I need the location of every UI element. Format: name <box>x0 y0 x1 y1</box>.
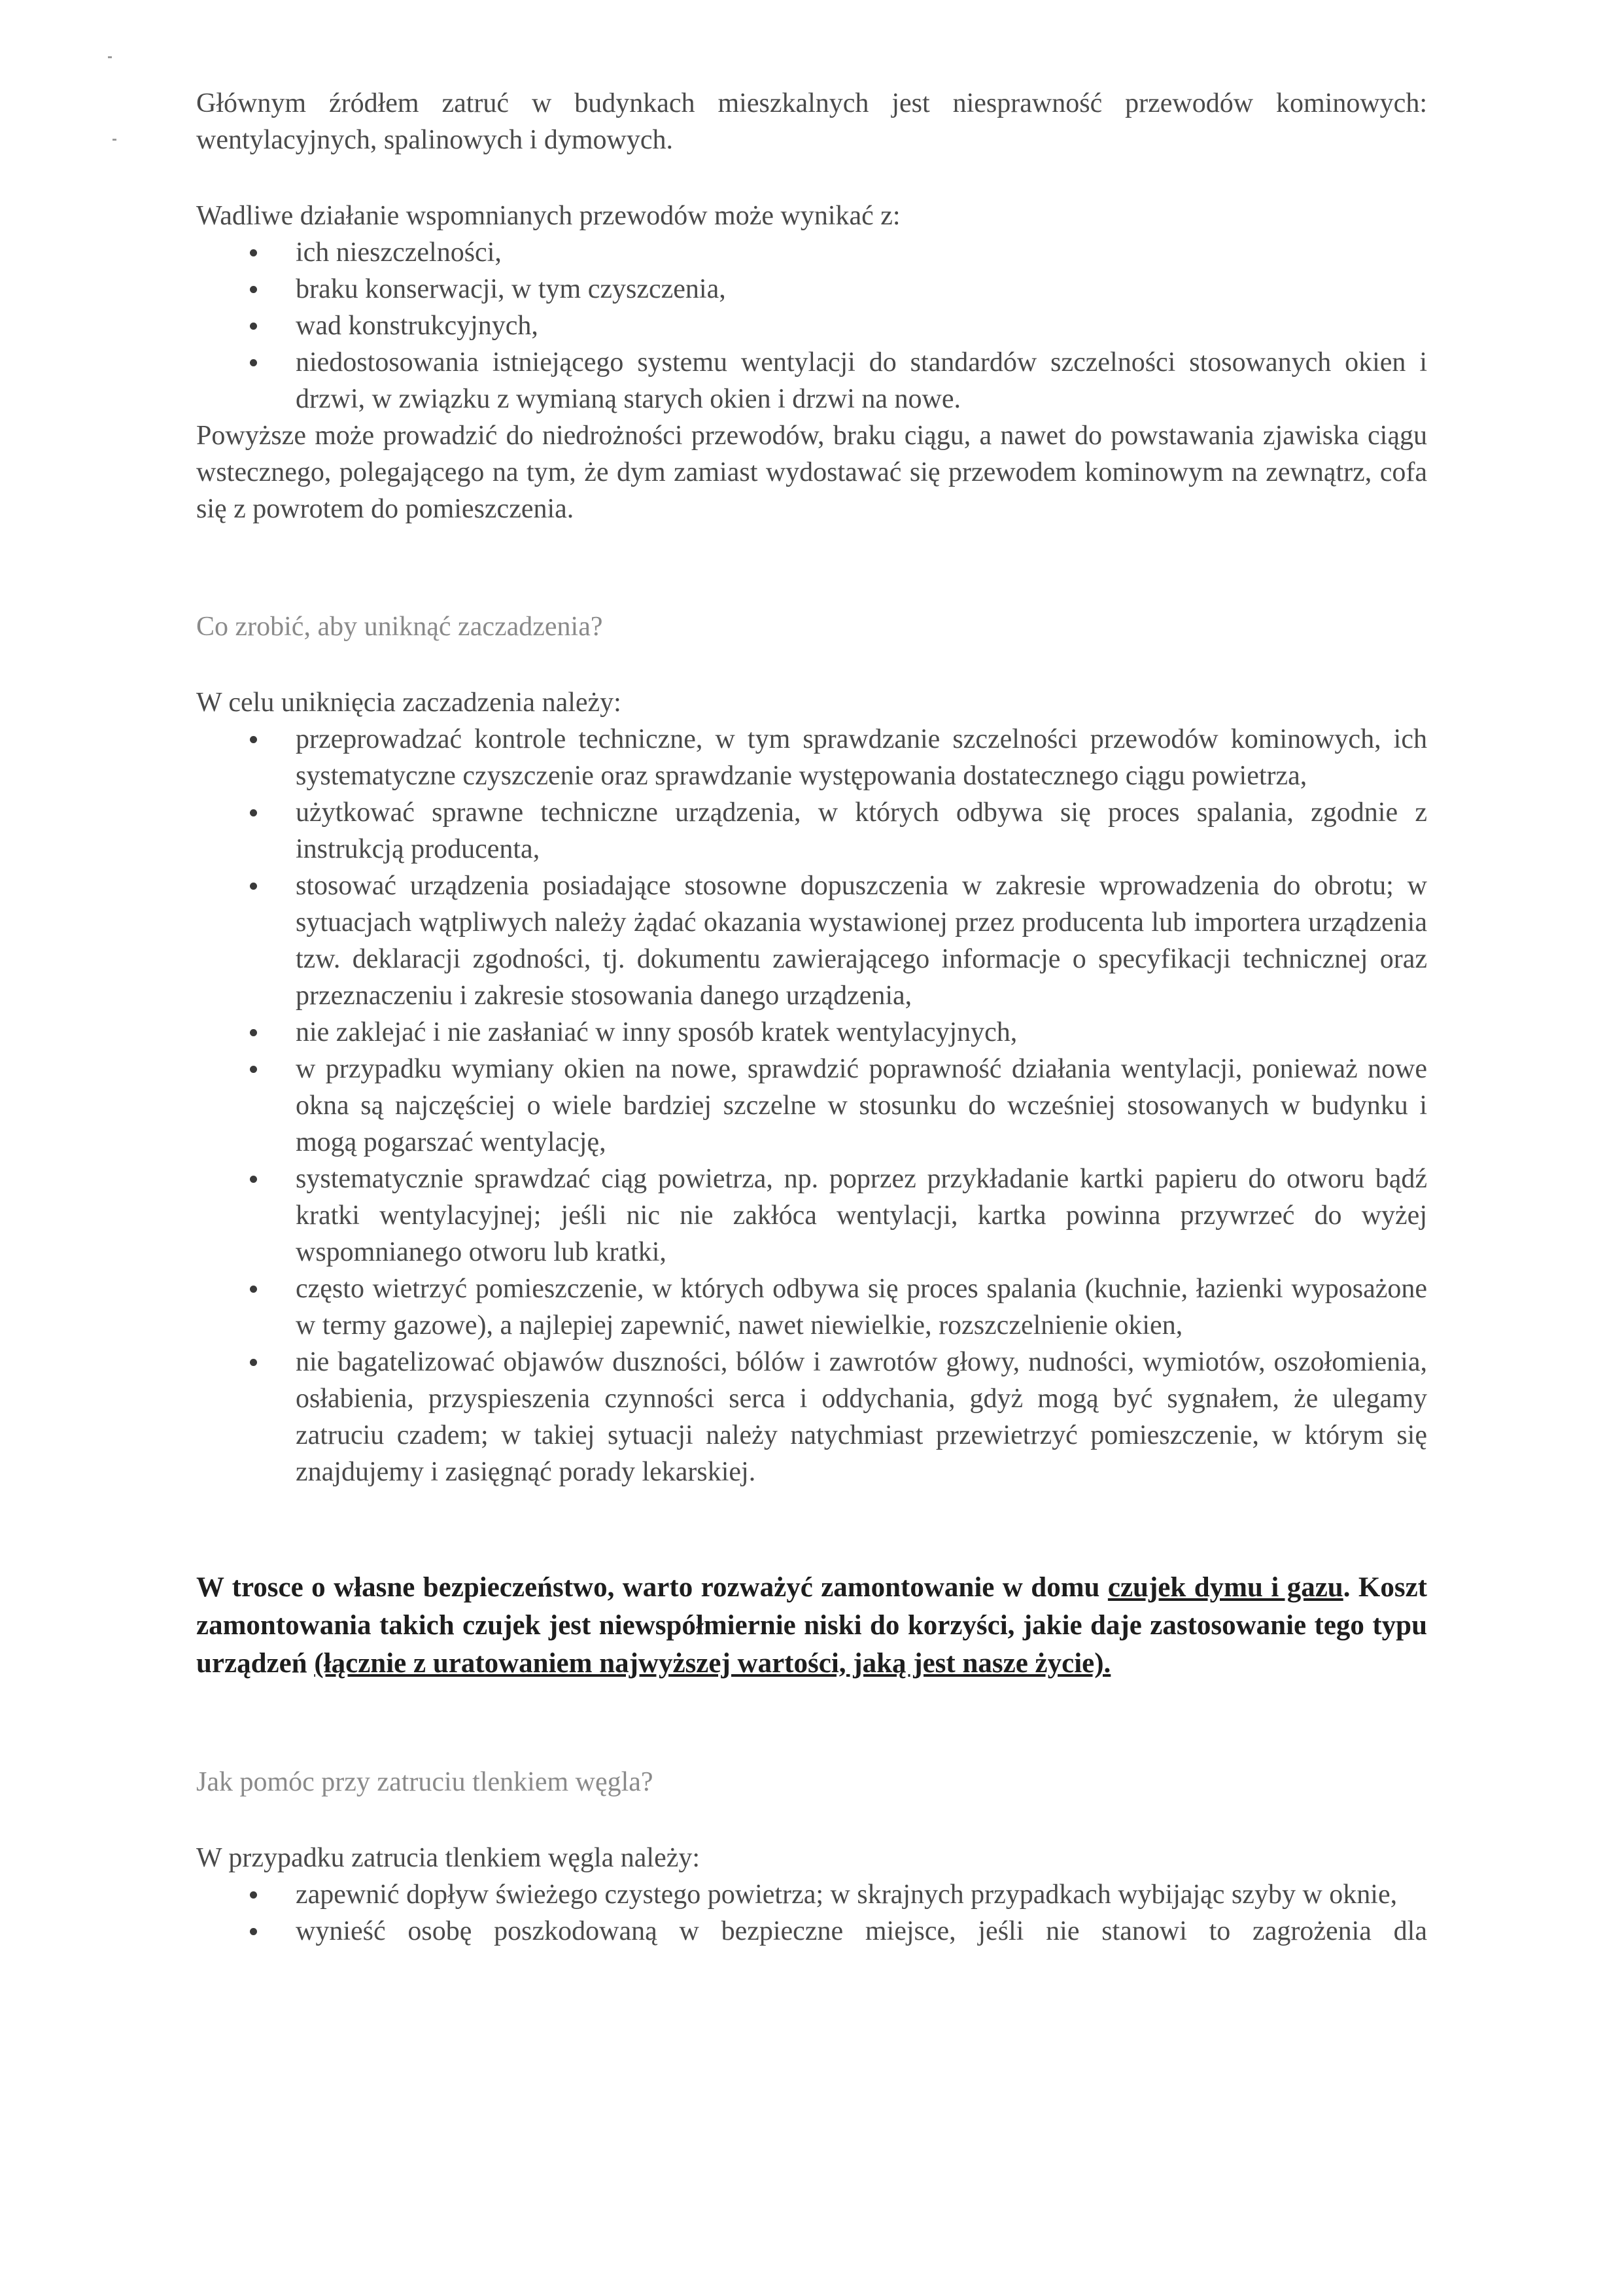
list-item: wynieść osobę poszkodowaną w bezpieczne miejsce, jeśli nie stanowi to zagrożenia dla <box>196 1913 1427 1950</box>
bullet-icon <box>250 1176 257 1183</box>
section-heading-first-aid: Jak pomóc przy zatruciu tlenkiem węgla? <box>196 1767 653 1797</box>
bullet-icon <box>250 1891 257 1899</box>
bullet-icon <box>250 1029 257 1036</box>
list-item: wad konstrukcyjnych, <box>196 307 1427 344</box>
detectors-link: czujek dymu i gazu <box>1107 1572 1343 1603</box>
bullet-icon <box>250 1066 257 1073</box>
bullet-icon <box>250 1928 257 1935</box>
document-page <box>196 85 1427 1950</box>
consequence-paragraph: Powyższe może prowadzić do niedrożności przewodów, braku ciągu, a nawet do powstawania zjawiska ciągu wstecznego, polegającego na tym, że dym zamiast wydostawać się przewodem kominowym na zewnątrz, cofa się z powrotem do pomieszczenia. <box>196 421 1427 524</box>
safety-notice <box>196 1569 1427 1683</box>
bullet-icon <box>250 809 257 816</box>
bullet-icon <box>250 323 257 330</box>
bullet-icon <box>250 359 257 366</box>
intro-paragraph: Głównym źródłem zatruć w budynkach mieszkalnych jest niesprawność przewodów kominowych: wentylacyjnych, spalinowych i dymowych. <box>196 88 1427 155</box>
list-item: zapewnić dopływ świeżego czystego powietrza; w skrajnych przypadkach wybijając szyby w oknie, <box>196 1876 1427 1913</box>
bullet-icon <box>250 736 257 743</box>
list-item: braku konserwacji, w tym czyszczenia, <box>196 271 1427 307</box>
bullet-icon <box>250 1359 257 1366</box>
bullet-icon <box>250 286 257 293</box>
bullet-icon <box>250 883 257 890</box>
prevention-list <box>196 721 1427 1490</box>
list-item: użytkować sprawne techniczne urządzenia, w których odbywa się proces spalania, zgodnie z instrukcją producenta, <box>196 794 1427 867</box>
list-item: przeprowadzać kontrole techniczne, w tym sprawdzanie szczelności przewodów kominowych, ich systematyczne czyszczenie oraz sprawdzanie występowania dostatecznego ciągu powietrza, <box>196 721 1427 794</box>
list-item: nie bagatelizować objawów duszności, bólów i zawrotów głowy, nudności, wymiotów, oszołomienia, osłabienia, przyspieszenia czynności serca i oddychania, gdyż mogą być sygnałem, że ulegamy zatruciu czadem; w takiej sytuacji należy natychmiast przewietrzyć pomieszczenie, w którym się znajdujemy i zasięgnąć porady lekarskiej. <box>196 1344 1427 1490</box>
safety-notice-text-1: W trosce o własne bezpieczeństwo, warto rozważyć zamontowanie w domu <box>196 1572 1108 1603</box>
bullet-icon <box>250 1286 257 1293</box>
first-aid-lead: W przypadku zatrucia tlenkiem węgla należy: <box>196 1843 700 1873</box>
section-heading-prevention: Co zrobić, aby uniknąć zaczadzenia? <box>196 612 603 642</box>
prevention-lead: W celu uniknięcia zaczadzenia należy: <box>196 688 621 718</box>
causes-list <box>196 234 1427 417</box>
safety-notice-text-2: . Koszt zamontowania takich czujek jest niewspółmiernie niski do korzyści, jakie daje zastosowanie tego typu urządzeń <box>196 1572 1427 1679</box>
first-aid-list <box>196 1876 1427 1950</box>
bullet-icon <box>250 249 257 256</box>
list-item: stosować urządzenia posiadające stosowne dopuszczenia w zakresie wprowadzenia do obrotu; w sytuacjach wątpliwych należy żądać okazania wystawionej przez producenta lub importera urządzenia tzw. deklaracji zgodności, tj. dokumentu zawierającego informacje o specyfikacji technicznej oraz przeznaczeniu i zakresie stosowania danego urządzenia, <box>196 867 1427 1014</box>
life-value-link: (łącznie z uratowaniem najwyższej wartości, jaką jest nasze życie). <box>314 1648 1111 1679</box>
list-item: systematycznie sprawdzać ciąg powietrza, np. poprzez przykładanie kartki papieru do otworu bądź kratki wentylacyjnej; jeśli nic nie zakłóca wentylacji, kartka powinna przywrzeć do wyżej wspomnianego otworu lub kratki, <box>196 1161 1427 1270</box>
causes-lead: Wadliwe działanie wspomnianych przewodów może wynikać z: <box>196 201 901 231</box>
list-item: często wietrzyć pomieszczenie, w których odbywa się proces spalania (kuchnie, łazienki wyposażone w termy gazowe), a najlepiej zapewnić, nawet niewielkie, rozszczelnienie okien, <box>196 1270 1427 1344</box>
list-item: w przypadku wymiany okien na nowe, sprawdzić poprawność działania wentylacji, ponieważ nowe okna są najczęściej o wiele bardziej szczelne w stosunku do wcześniej stosowanych w budynku i mogą pogarszać wentylację, <box>196 1051 1427 1161</box>
list-item: nie zaklejać i nie zasłaniać w inny sposób kratek wentylacyjnych, <box>196 1014 1427 1051</box>
scan-mark-left <box>112 139 116 141</box>
scan-mark-top <box>108 56 112 58</box>
list-item: ich nieszczelności, <box>196 234 1427 271</box>
list-item: niedostosowania istniejącego systemu wentylacji do standardów szczelności stosowanych okien i drzwi, w związku z wymianą starych okien i drzwi na nowe. <box>196 344 1427 417</box>
